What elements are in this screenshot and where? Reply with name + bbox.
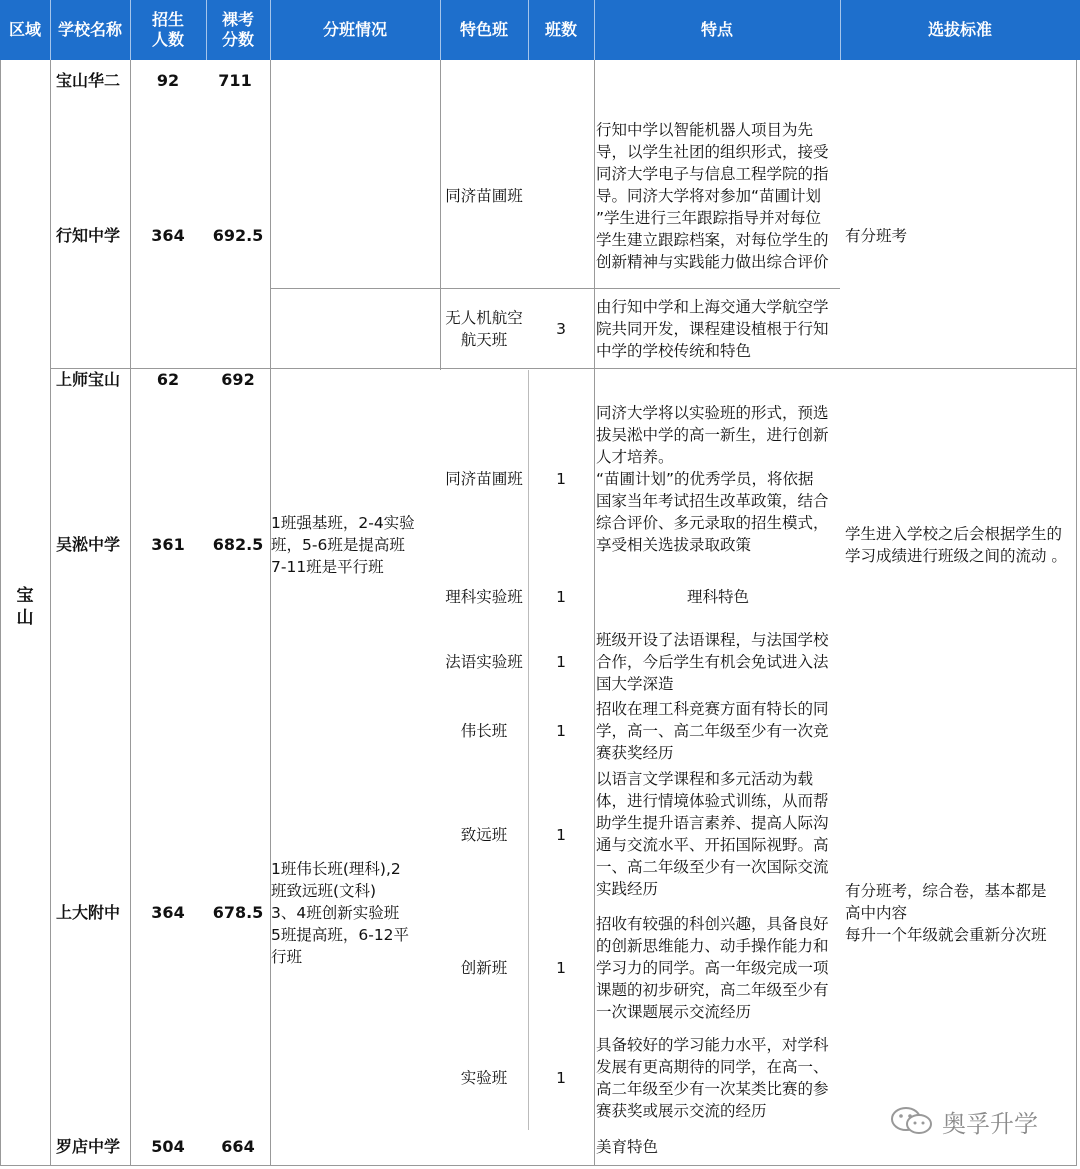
class-count: 1 [556,722,566,740]
school-enroll: 504 [151,1137,185,1156]
class-name: 致远班 [460,826,508,844]
class-feature: 具备较好的学习能力水平，对学科 发展有更高期待的同学，在高一、 高二年级至少有一次某类比赛的参 赛获奖或展示交流的经历 [596,1036,829,1120]
split-info: 1班强基班，2-4实验 班，5-6班是提高班 7-11班是平行班 [271,514,415,576]
class-count: 1 [556,1069,566,1087]
class-name: 无人机航空 航天班 [445,309,523,349]
header-divider [594,0,595,60]
class-feature: 由行知中学和上海交通大学航空学 院共同开发，课程建设植根于行知 中学的学校传统和特色 [596,298,829,360]
header-divider [130,0,131,60]
class-name: 创新班 [460,959,508,977]
class-count: 3 [556,320,566,338]
watermark-text: 奥孚升学 [942,1109,1038,1138]
grid-line [270,288,840,289]
class-name: 伟长班 [460,722,508,740]
selection-criteria: 有分班考，综合卷，基本都是 高中内容 每升一个年级就会重新分次班 [845,882,1047,944]
school-score: 711 [218,71,252,90]
header-region: 区域 [8,20,41,39]
grid-line [1076,60,1077,1166]
header-divider [206,0,207,60]
grid-line [594,60,595,1166]
watermark-logo [890,1101,1070,1141]
header-school: 学校名称 [57,20,122,39]
school-enroll: 364 [151,903,185,922]
grid-line [50,60,51,1166]
school-name: 吴淞中学 [56,535,121,554]
school-name: 宝山华二 [56,71,121,90]
school-name: 上大附中 [56,903,121,922]
grid-line [0,60,1,1166]
school-enroll: 361 [151,535,185,554]
header-feature: 特点 [700,20,733,39]
header-divider [50,0,51,60]
school-name: 行知中学 [56,226,121,245]
selection-criteria: 有分班考 [845,227,908,245]
header-divider [440,0,441,60]
school-enroll: 92 [156,71,180,90]
school-score: 678.5 [212,903,264,922]
class-feature: 招收在理工科竞赛方面有特长的同 学，高一、高二年级至少有一次竞 赛获奖经历 [596,700,829,762]
school-score: 682.5 [212,535,264,554]
split-info: 1班伟长班(理科),2 班致远班(文科) 3、4班创新实验班 5班提高班，6-12平 行班 [271,860,410,966]
class-name: 理科实验班 [445,588,523,606]
class-count: 1 [556,959,566,977]
grid-line [0,1165,1077,1166]
class-feature: 行知中学以智能机器人项目为先 导，以学生社团的组织形式，接受 同济大学电子与信息工程学院的指 导。同济大学将对参加“苗圃计划 ”学生进行三年跟踪指导并对每位 学生建立跟踪档案，对每位学生的 创新精神与实践能力做出综合评价 [596,121,829,271]
school-enroll: 364 [151,226,185,245]
school-enroll: 62 [156,370,180,389]
school-score: 692.5 [212,226,264,245]
region-label: 宝 山 [16,586,34,628]
school-name: 罗店中学 [56,1137,121,1156]
grid-line [270,60,271,1166]
class-feature: 美育特色 [596,1138,659,1156]
class-name: 同济苗圃班 [445,187,523,205]
class-feature: 理科特色 [686,588,749,606]
school-score: 692 [221,370,255,389]
selection-criteria: 学生进入学校之后会根据学生的 学习成绩进行班级之间的流动 。 [845,525,1067,565]
header-divider [840,0,841,60]
class-count: 1 [556,826,566,844]
school-score: 664 [221,1137,255,1156]
class-feature: 同济大学将以实验班的形式，预选 拔吴淞中学的高一新生，进行创新 人才培养。 “苗圃计划”的优秀学员，将依据 国家当年考试招生改革政策，结合 综合评价、多元录取的招生模式， 享受相关选拔录取政策 [596,404,829,554]
school-name: 上师宝山 [56,370,121,389]
class-name: 同济苗圃班 [445,470,523,488]
class-feature: 以语言文学课程和多元活动为载 体，进行情境体验式训练，从而帮 助学生提升语言素养、提高人际沟 通与交流水平、开拓国际视野。高 一、高二年级至少有一次国际交流 实践经历 [596,770,829,898]
header-split: 分班情况 [322,20,387,39]
header-select: 选拔标准 [927,20,992,39]
wechat-icon [890,1106,934,1136]
class-count: 1 [556,653,566,671]
class-count: 1 [556,470,566,488]
class-name: 实验班 [460,1069,508,1087]
class-count: 1 [556,588,566,606]
header-score: 裸考 分数 [221,10,254,49]
header-count: 班数 [544,20,577,39]
header-divider [270,0,271,60]
header-special: 特色班 [459,20,508,39]
header-enroll: 招生 人数 [151,10,184,49]
class-feature: 班级开设了法语课程，与法国学校 合作，今后学生有机会免试进入法 国大学深造 [596,631,829,693]
class-name: 法语实验班 [445,653,523,671]
class-feature: 招收有较强的科创兴趣，具备良好 的创新思维能力、动手操作能力和 学习力的同学。高一年级完成一项 课题的初步研究，高二年级至少有 一次课题展示交流经历 [596,915,829,1021]
header-divider [528,0,529,60]
